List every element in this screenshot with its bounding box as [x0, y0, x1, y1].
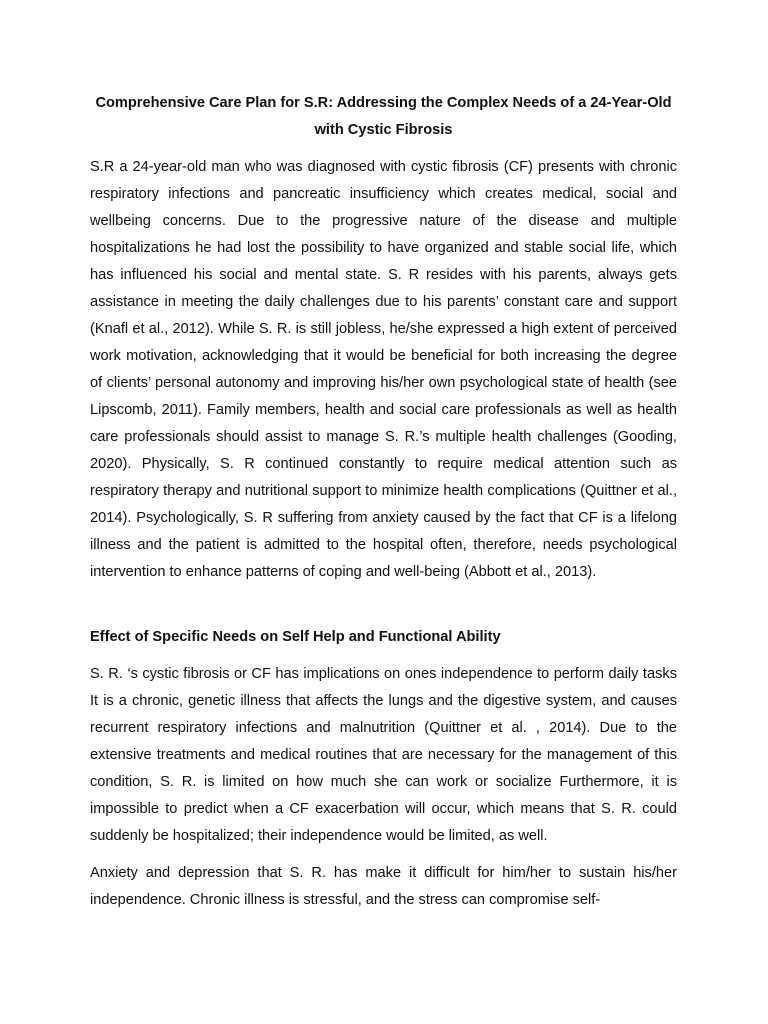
section-paragraph-2: Anxiety and depression that S. R. has make it difficult for him/her to sustain his/her independence. Chronic illness is stressful, and the stress can compromise self-: [90, 865, 677, 908]
document-page: [90, 90, 677, 914]
section-paragraph-1: S. R. ‘s cystic fibrosis or CF has implications on ones independence to perform daily tasks It is a chronic, genetic illness that affects the lungs and the digestive system, and causes recurrent respiratory infections and malnutrition (Quittner et al. , 2014). Due to the extensive treatments and medical routines that are necessary for the management of this condition, S. R. is limited on how much she can work or socialize Furthermore, it is impossible to predict when a CF exacerbation will occur, which means that S. R. could suddenly be hospitalized; their independence would be limited, as well.: [90, 666, 677, 844]
intro-paragraph: S.R a 24-year-old man who was diagnosed with cystic fibrosis (CF) presents with chronic respiratory infections and pancreatic insufficiency which creates medical, social and wellbeing concerns. Due to the progressive nature of the disease and multiple hospitalizations he had lost the possibility to have organized and stable social life, which has influenced his social and mental state. S. R resides with his parents, always gets assistance in meeting the daily challenges due to his parents’ constant care and support (Knafl et al., 2012). While S. R. is still jobless, he/she expressed a high extent of perceived work motivation, acknowledging that it would be beneficial for both increasing the degree of clients’ personal autonomy and improving his/her own psychological state of health (see Lipscomb, 2011). Family members, health and social care professionals as well as health care professionals should assist to manage S. R.’s multiple health challenges (Gooding, 2020). Physically, S. R continued constantly to require medical attention such as respiratory therapy and nutritional support to minimize health complications (Quittner et al., 2014). Psychologically, S. R suffering from anxiety caused by the fact that CF is a lifelong illness and the patient is admitted to the hospital often, therefore, needs psychological intervention to enhance patterns of coping and well-being (Abbott et al., 2013).: [90, 159, 677, 580]
section-heading: Effect of Specific Needs on Self Help and Functional Ability: [90, 629, 501, 645]
document-title: Comprehensive Care Plan for S.R: Addressing the Complex Needs of a 24-Year-Old with Cystic Fibrosis: [95, 95, 672, 138]
